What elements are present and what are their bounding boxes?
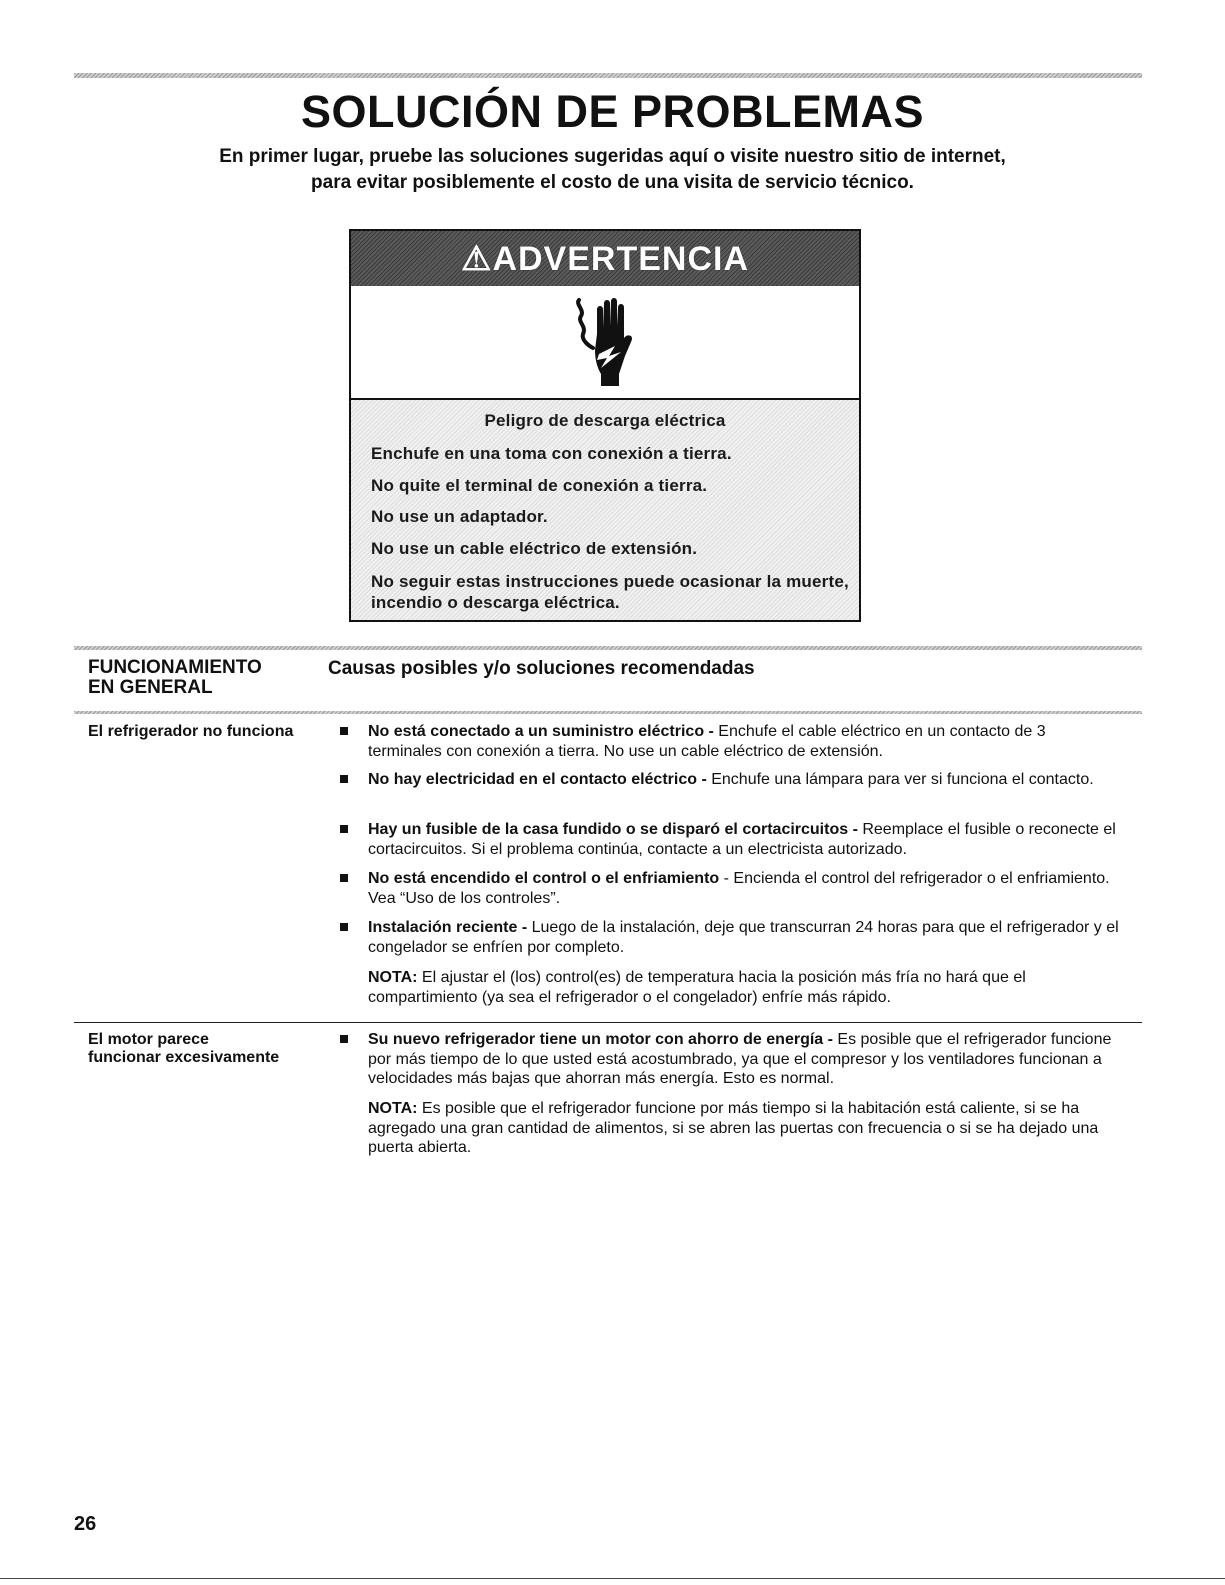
solution-cause: No está encendido el control o el enfriamiento — [368, 870, 720, 887]
note — [368, 968, 1120, 1007]
note-text: Es posible que el refrigerador funcione por más tiempo si la habitación está caliente, si se ha agregado una gran cantidad de alimentos, si se abren las puertas con frecuencia o si se ha dejado una puerta abierta. — [368, 1100, 1099, 1156]
solution-cause: Instalación reciente - — [368, 919, 528, 936]
warning-header — [351, 231, 859, 286]
solution-cause: Su nuevo refrigerador tiene un motor con ahorro de energía - — [368, 1031, 833, 1048]
solution-text: Enchufe una lámpara para ver si funciona el contacto. — [706, 771, 1094, 788]
electric-shock-hand-icon — [571, 294, 641, 390]
intro-line-2: para evitar posiblemente el costo de una visita de servicio técnico. — [311, 172, 914, 193]
solution-cause: No hay electricidad en el contacto eléctrico - — [368, 771, 707, 788]
bullet-icon — [340, 775, 348, 783]
note-label: NOTA: — [368, 1100, 418, 1117]
bullet-icon — [340, 923, 348, 931]
warning-body — [351, 400, 859, 620]
warning-line: No seguir estas instrucciones puede ocasionar la muerte, incendio o descarga eléctrica. — [371, 572, 849, 612]
warning-line: No use un adaptador. — [371, 507, 548, 526]
warning-header-text: ⚠ADVERTENCIA — [460, 239, 750, 278]
solution-text: - Encienda el control del refrigerador o el enfriamiento. Vea “Uso de los controles”. — [368, 870, 1110, 907]
header-line: FUNCIONAMIENTO — [88, 657, 262, 678]
note — [368, 1099, 1120, 1158]
warning-box — [349, 229, 861, 622]
table-header-divider — [74, 711, 1142, 714]
solution-text: Luego de la instalación, deje que transcurran 24 horas para que el refrigerador y el congelador se enfríen por completo. — [368, 919, 1119, 956]
bullet-icon — [340, 727, 348, 735]
page-number: 26 — [74, 1513, 97, 1535]
note-text: El ajustar el (los) control(es) de temperatura hacia la posición más fría no hará que el compartimiento (ya sea el refrigerador o el congelador) enfríe más rápido. — [368, 969, 1026, 1006]
header-line: EN GENERAL — [88, 677, 213, 698]
problem-label-line: funcionar excesivamente — [88, 1049, 280, 1066]
solution-text: Reemplace el fusible o reconecte el cortacircuitos. Si el problema continúa, contacte a un electricista autorizado. — [368, 821, 1116, 858]
solution-text: Es posible que el refrigerador funcione por más tiempo de lo que usted está acostumbrado, ya que el compresor y los ventiladores funcionan a velocidades más bajas que ahorran más energía. Esto es normal. — [368, 1031, 1112, 1087]
solution-text: Enchufe el cable eléctrico en un contacto de 3 terminales con conexión a tierra. No use un cable eléctrico de extensión. — [368, 723, 1046, 760]
top-divider — [74, 73, 1142, 78]
problem-label — [88, 1031, 279, 1067]
table-header-causes: Causas posibles y/o soluciones recomendadas — [328, 658, 755, 679]
warning-icon-area — [351, 286, 859, 400]
intro-line-1: En primer lugar, pruebe las soluciones sugeridas aquí o visite nuestro sitio de internet, — [219, 146, 1006, 167]
warning-line: No use un cable eléctrico de extensión. — [371, 539, 698, 558]
solution-cause: Hay un fusible de la casa fundido o se disparó el cortacircuitos - — [368, 821, 858, 838]
table-header-category — [88, 658, 262, 698]
warning-line: No quite el terminal de conexión a tierra. — [371, 476, 708, 495]
problem-label: El refrigerador no funciona — [88, 723, 294, 740]
warning-title: Peligro de descarga eléctrica — [484, 411, 726, 430]
bullet-icon — [340, 1035, 348, 1043]
table-top-divider — [74, 646, 1142, 650]
page-title: SOLUCIÓN DE PROBLEMAS — [300, 86, 925, 137]
note-label: NOTA: — [368, 969, 418, 986]
bullet-icon — [340, 874, 348, 882]
row-divider — [74, 1022, 1142, 1023]
solution-cause: No está conectado a un suministro eléctrico - — [368, 723, 714, 740]
bottom-edge — [0, 1578, 1225, 1579]
problem-label-line: El motor parece — [88, 1031, 209, 1048]
warning-line: Enchufe en una toma con conexión a tierra. — [371, 444, 732, 463]
bullet-icon — [340, 825, 348, 833]
